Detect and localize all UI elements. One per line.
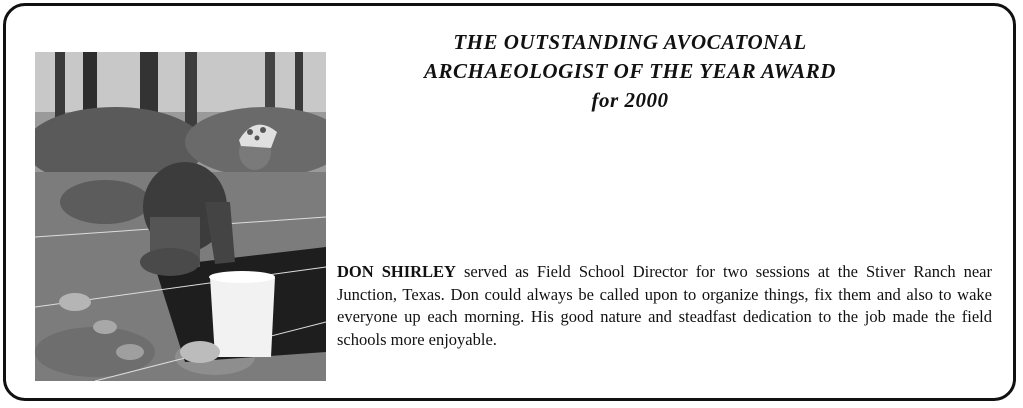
award-photo: [35, 52, 326, 381]
photo-excavation-image: [35, 52, 326, 381]
award-title-line-2: ARCHAEOLOGIST OF THE YEAR AWARD: [424, 59, 836, 83]
citation-text: served as Field School Director for two sessions at the Stiver Ranch near Junction, Texas. Don could always be called upon to organize things, fix them and also to wake everyone up each morning. His good nature and steadfast dedication to the job made the field schools more enjoyable.: [337, 262, 992, 349]
award-title: [340, 28, 920, 115]
recipient-name: DON SHIRLEY: [337, 262, 456, 281]
award-title-line-3: for 2000: [591, 88, 669, 112]
award-title-line-1: THE OUTSTANDING AVOCATONAL: [453, 30, 807, 54]
award-citation: [337, 261, 992, 351]
